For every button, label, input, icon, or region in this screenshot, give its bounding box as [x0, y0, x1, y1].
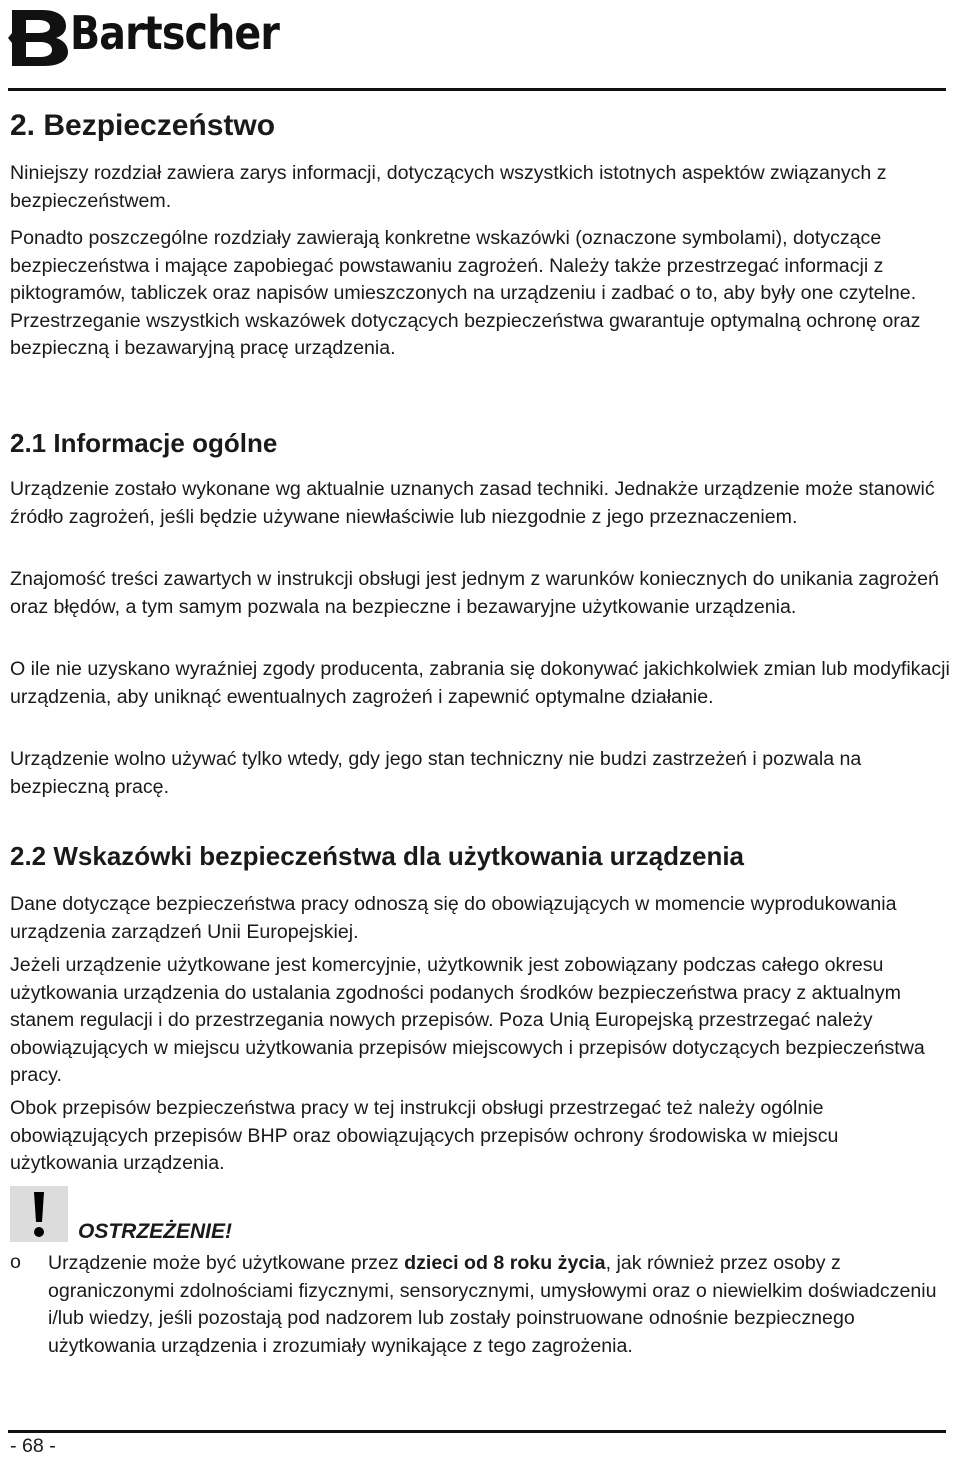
footer-rule — [8, 1430, 946, 1433]
general-paragraph-3: O ile nie uzyskano wyraźniej zgody producenta, zabrania się dokonywać jakichkolwiek zmian lub modyfikacji urządzenia, aby uniknąć ewentualnych zagrożeń i zapewnić optymalne działanie. — [10, 658, 950, 708]
subsection-safety-title: 2.2 Wskazówki bezpieczeństwa dla użytkowania urządzenia — [10, 841, 745, 871]
warning-text-emphasis: dzieci od 8 roku życia — [404, 1252, 606, 1274]
section-title: 2. Bezpieczeństwo — [10, 109, 276, 142]
safety-paragraph-3: Obok przepisów bezpieczeństwa pracy w tej instrukcji obsługi przestrzegać też należy ogólnie obowiązujących przepisów BHP oraz obowiązujących przepisów ochrony środowiska w miejscu użytkowania urządzenia. — [10, 1097, 839, 1174]
warning-text-end: , jak również przez osoby z ograniczonymi zdolnościami fizycznymi, sensorycznymi, umysłowymi oraz o niewielkim doświadczeniu i/lub wiedzy, jeśli pozostają pod nadzorem lub zostały poinstruowane odnośnie bezpiecznego użytkowania urządzenia i zrozumiały wynikające z tego zagrożenia. — [48, 1252, 937, 1357]
page-number: - 68 - — [10, 1435, 56, 1457]
subsection-general-title: 2.1 Informacje ogólne — [10, 428, 278, 458]
header-rule — [8, 88, 946, 91]
general-paragraph-2: Znajomość treści zawartych w instrukcji obsługi jest jednym z warunków koniecznych do unikania zagrożeń oraz błędów, a tym samym pozwala na bezpieczne i bezawaryjne użytkowanie urządzenia. — [10, 568, 939, 618]
general-paragraph-1: Urządzenie zostało wykonane wg aktualnie uznanych zasad techniki. Jednakże urządzenie może stanowić źródło zagrożeń, jeśli będzie używane niewłaściwie lub niezgodnie z jego przeznaczeniem. — [10, 478, 935, 528]
safety-paragraph-2: Jeżeli urządzenie użytkowane jest komercyjnie, użytkownik jest zobowiązany podczas całego okresu użytkowania urządzenia do ustalania zgodności podanych środków bezpieczeństwa pracy z aktualnym stanem regulacji i do przestrzegania nowych przepisów. Poza Unią Europejską przestrzegać należy obowiązujących w miejscu użytkowania przepisów miejscowych i przepisów dotyczących bezpieczeństwa pracy. — [10, 954, 925, 1086]
warning-text-start: Urządzenie może być użytkowane przez — [48, 1252, 405, 1274]
section-details-paragraph: Ponadto poszczególne rozdziały zawierają konkretne wskazówki (oznaczone symbolami), dotyczące bezpieczeństwa i mające zapobiegać powstawaniu zagrożeń. Należy także przestrzegać informacji z piktogramów, tabliczek oraz napisów umieszczonych na urządzeniu i zadbać o to, aby były one czytelne. Przestrzeganie wszystkich wskazówek dotyczących bezpieczeństwa gwarantuje optymalną ochronę oraz bezpieczną i bezawaryjną pracę urządzenia. — [10, 227, 921, 359]
warning-text — [48, 1250, 948, 1360]
safety-paragraph-1: Dane dotyczące bezpieczeństwa pracy odnoszą się do obowiązujących w momencie wyprodukowania urządzenia zarządzeń Unii Europejskiej. — [10, 893, 897, 943]
section-intro-paragraph: Niniejszy rozdział zawiera zarys informacji, dotyczących wszystkich istotnych aspektów związanych z bezpieczeństwem. — [10, 162, 887, 212]
warning-title: OSTRZEŻENIE! — [78, 1220, 233, 1243]
exclamation-icon — [10, 1186, 68, 1242]
general-paragraph-4: Urządzenie wolno używać tylko wtedy, gdy jego stan techniczny nie budzi zastrzeżeń i pozwala na bezpieczną pracę. — [10, 748, 862, 798]
brand-logo — [8, 4, 280, 72]
brand-logo-wordmark: Bartscher — [70, 6, 280, 60]
warning-bullet: o — [10, 1251, 21, 1273]
